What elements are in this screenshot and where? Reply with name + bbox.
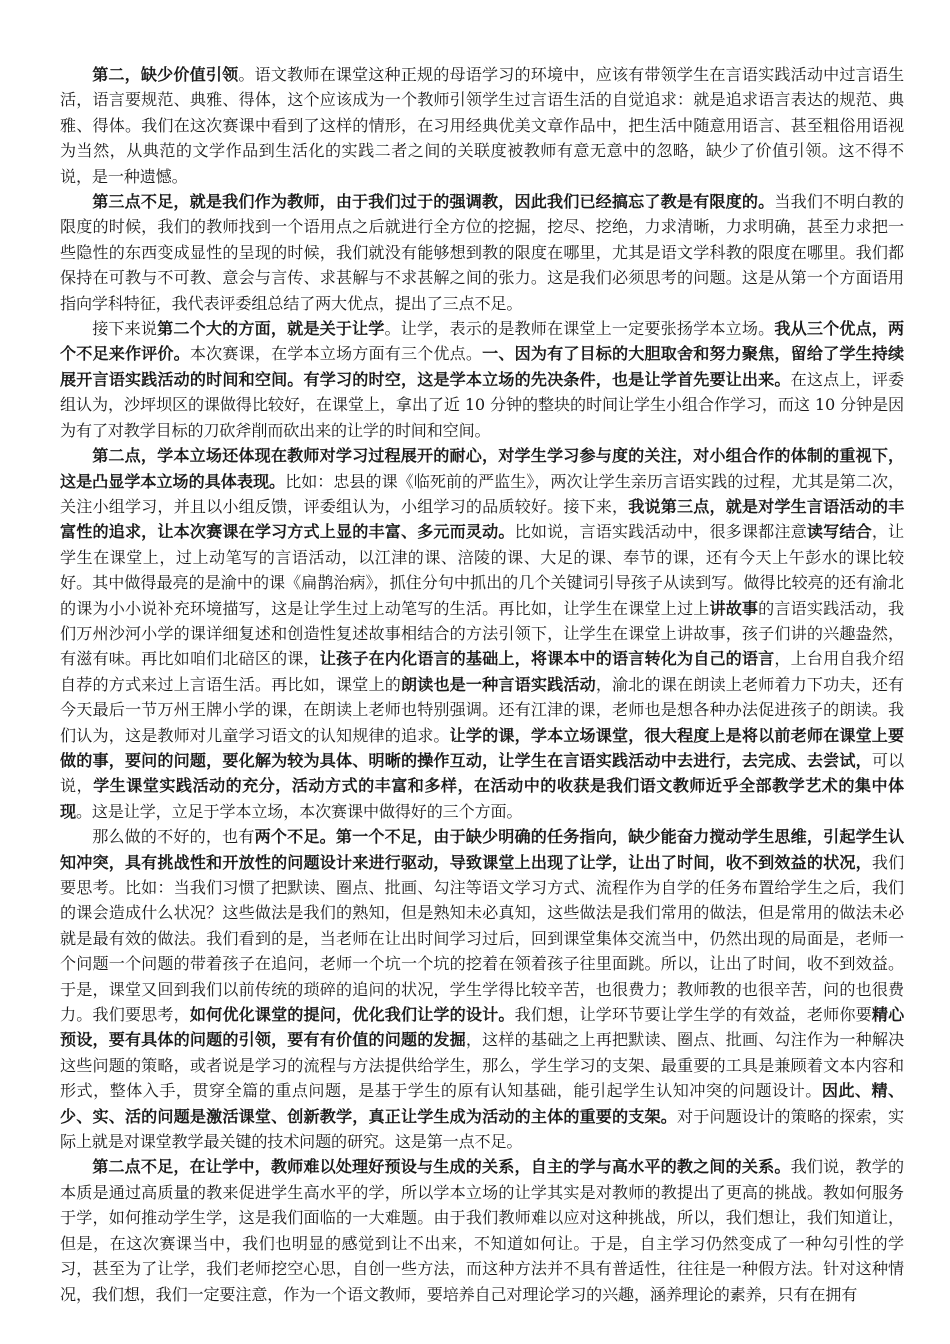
text-run: 。语文教师在课堂这种正规的母语学习的环境中，应该有带领学生在言语实践活动中过言语生活，语言要规范、典雅、得体，这个应该成为一个教师引领学生过言语生活的自觉追求：就是追求语言表达的规范、典雅、得体。我们在这次赛课中看到了这样的情形，在习用经典优美文章作品中，把生活中随意用语言、甚至粗俗用语视为当然，从典范的文学作品到生活化的实践二者之间的关联度被教师有意无意中的忽略，缺少了价值引领。这不得不说，是一种遗憾。 — [60, 65, 904, 186]
text-run: 那么做的不好的，也有 — [92, 827, 255, 847]
text-run: 当我们不明白教的限度的时候，我们的教师找到一个语用点之后就进行全方位的挖掘，挖尽、挖绝，力求清晰，力求明确，甚至力求把一些隐性的东西变成显性的呈现的时候，我们就没有能够想到教的限度在哪里，尤其是语文学科教的限度在哪里。我们都保持在可教与不可教、意会与言传、求甚解与不求甚解之间的张力。这是我们必须思考的问题。这是从第一个方面语用指向学科特征，我代表评委组总结了两大优点，提出了三点不足。 — [60, 192, 904, 313]
text-run: ，这样的基础之上再把默读、圈点、批画、勾注作为一种解决这些问题的策略，或者说是学习的流程与方法提供给学生，那么，学生学习的支架、最重要的工具是兼顾着文本内容和形式，整体入手，贯穿全篇的重点问题，是基于学生的原有认知基础，能引起学生认知冲突的问题设计。 — [60, 1030, 905, 1101]
bold-text-run: 讲故事 — [709, 598, 759, 618]
bold-text-run: 因此、精、少、实、活的问题是激活课堂、创新教学，真正让学生成为活动的主体的重要的支架。 — [60, 1081, 904, 1126]
text-run: 比如说，言语实践活动中，很多课都注意 — [514, 522, 807, 542]
bold-text-run: 第二点不足，在让学中，教师难以处理好预设与生成的关系，自主的学与高水平的教之间的关系。 — [92, 1157, 791, 1177]
bold-text-run: 我说第三点，就是对学生言语活动的丰富性的追求，让本次赛课在学习方式上显的丰富、多元而灵动。 — [60, 496, 905, 542]
paragraph-learner-stance — [60, 443, 904, 824]
bold-text-run: 我从三个优点，两个不足来作评价。 — [60, 319, 904, 364]
paragraph-teaching-limits — [60, 189, 904, 316]
paragraph-value-guidance — [60, 62, 904, 189]
text-run: 接下来说 — [92, 319, 158, 339]
paragraph-let-learn-intro — [60, 316, 904, 443]
bold-text-run: 让孩子在内化语言的基础上，将课本中的语言转化为自己的语言 — [319, 649, 775, 669]
text-run: ，渝北的课在朗读上老师着力下功夫，还有今天最后一节万州王牌小学的课，在朗读上老师也特别强调。还有江津的课，老师也是想各种办法促进孩子的朗读。我们认为，这是教师对儿童学习语文的认知规律的追求。 — [60, 674, 905, 745]
text-run: 在这点上，评委组认为，沙坪坝区的课做得比较好，在课堂上，拿出了近 10 分钟的整块的时间让学生小组合作学习，而这 10 分钟是因为有了对教学目标的刀砍斧削而砍出来的让学的时间和空间。 — [60, 369, 905, 440]
bold-text-run: 第二个大的方面，就是关于让学 — [157, 319, 385, 339]
text-run: 本次赛课，在学本立场方面有三个优点。 — [189, 344, 483, 364]
bold-text-run: 第三点不足，就是我们作为教师，由于我们过于的强调教，因此我们已经搞忘了教是有限度的。 — [92, 192, 775, 212]
bold-text-run: 如何优化课堂的提问，优化我们让学的设计。 — [189, 1005, 515, 1025]
text-run: 的言语实践活动，我们万州沙河小学的课详细复述和创造性复述故事相结合的方法引领下，让学生在课堂上讲故事，孩子们讲的兴趣盎然，有滋有味。再比如咱们北碚区的课， — [60, 598, 905, 669]
text-run: 比如：忠县的课《临死前的严监生》，两次让学生亲历言语实践的过程，尤其是第二次，关注小组学习，并且以小组反馈，评委组认为，小组学习的品质较好。接下来， — [60, 471, 904, 516]
text-run: 我们要思考。比如：当我们习惯了把默读、圈点、批画、勾注等语文学习方式、流程作为自学的任务布置给学生之后，我们的课会造成什么状况？这些做法是我们的熟知，但是熟知未必真知，这些做法是我们常用的做法，但是常用的做法未必就是最有效的做法。我们看到的是，当老师在让出时间学习过后，回到课堂集体交流当中，仍然出现的局面是，老师一个问题一个问题的带着孩子在追问，老师一个坑一个坑的挖着在领着孩子往里面跳。所以，让出了时间，收不到效益。于是，课堂又回到我们以前传统的琐碎的追问的状况，学生学得比较辛苦，也很费力；教师教的也很辛苦，问的也很费力。我们要思考， — [60, 852, 905, 1025]
text-run: 对于问题设计的策略的探索，实际上就是对课堂教学最关键的技术问题的研究。这是第一点不足。 — [60, 1106, 904, 1152]
bold-text-run: 一、因为有了目标的大胆取舍和努力聚焦，留给了学生持续展开言语实践活动的时间和空间。有学习的时空，这是学本立场的先决条件，也是让学首先要让出来。 — [60, 344, 904, 389]
text-run: 可以说， — [60, 750, 905, 796]
bold-text-run: 第二点，学本立场还体现在教师对学习过程展开的耐心，对学生学习参与度的关注，对小组合作的体制的重视下，这是凸显学本立场的具体表现。 — [60, 446, 904, 491]
text-run: 我们想，让学环节要让学生学的有效益，老师你要 — [514, 1005, 872, 1025]
text-run: ，上台用自我介绍自荐的方式来过上言语生活。再比如，课堂上的 — [60, 649, 904, 694]
text-run: 我们说，教学的本质是通过高质量的教来促进学生高水平的学，所以学本立场的让学其实是对教师的教提出了更高的挑战。教如何服务于学，如何推动学生学，这是我们面临的一大难题。由于我们教师难以应对这种挑战，所以，我们想让，我们知道让，但是，在这次赛课当中，我们也明显的感觉到让不出来，不知道如何让。于是，自主学习仍然变成了一种勾引性的学习，甚至为了让学，我们老师挖空心思，自创一些方法，而这种方法并不具有普适性，往往是一种假方法。针对这种情况，我们想，我们一定要注意，作为一个语文教师，要培养自己对理论学习的兴趣，涵养理论的素养，只有在拥有 — [60, 1157, 904, 1304]
paragraph-first-shortcoming — [60, 824, 904, 1154]
bold-text-run: 两个不足。第一个不足，由于缺少明确的任务指向，缺少能奋力搅动学生思维，引起学生认知冲突，具有挑战性和开放性的问题设计来进行驱动，导致课堂上出现了让学，让出了时间，收不到效益的状况， — [60, 827, 905, 872]
bold-text-run: 让学的课，学本立场课堂，很大程度上是将以前老师在课堂上要做的事，要问的问题，要化解为较为具体、明晰的操作互动，让学生在言语实践活动中去进行，去完成、去尝试， — [60, 725, 904, 770]
bold-text-run: 读写结合 — [806, 522, 872, 542]
bold-text-run: 朗读也是一种言语实践活动 — [400, 674, 596, 694]
bold-text-run: 精心预设，要有具体的问题的引领，要有有价值的问题的发掘 — [60, 1005, 905, 1050]
text-run: 。让学，表示的是教师在课堂上一定要张扬学本立场。 — [384, 319, 775, 339]
bold-text-run: 第二，缺少价值引领 — [92, 65, 239, 84]
paragraph-second-shortcoming — [60, 1154, 904, 1306]
text-run: 。这是让学，立足于学本立场，本次赛课中做得好的三个方面。 — [75, 801, 523, 821]
text-run: ，让学生在课堂上，过上动笔写的言语活动，以江津的课、涪陵的课、大足的课、奉节的课，还有今天上午彭水的课比较好。其中做得最亮的是渝中的课《扁鹊治病》，抓住分句中抓出的几个关键词引导孩子从读到写。做得比较亮的还有渝北的课为小小说补充环境描写，这是让学生过上动笔写的生活。再比如，让学生在课堂上过上 — [60, 522, 904, 618]
bold-text-run: 学生课堂实践活动的充分，活动方式的丰富和多样，在活动中的收获是我们语文教师近乎全部教学艺术的集中体现 — [60, 776, 904, 821]
